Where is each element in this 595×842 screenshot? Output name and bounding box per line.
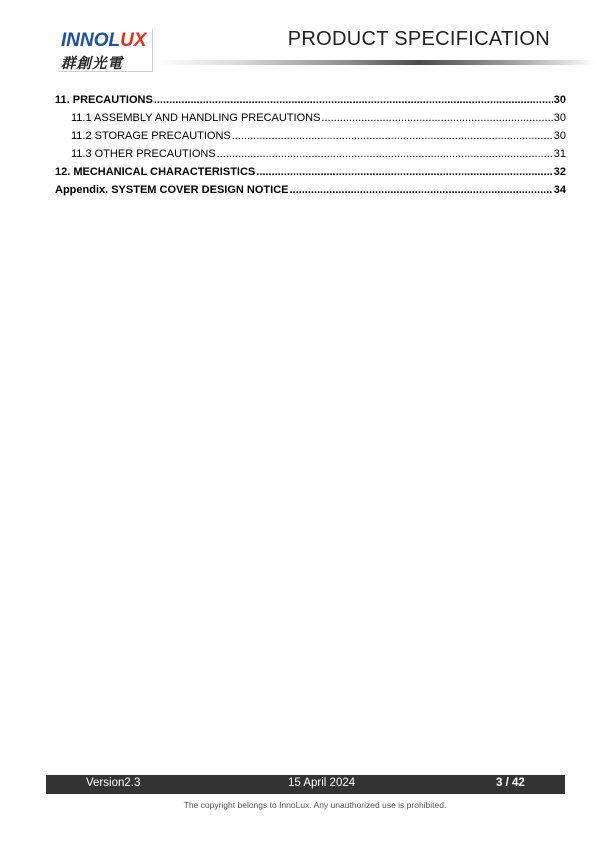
innolux-logo	[59, 29, 153, 72]
toc-entry-page: 34	[553, 184, 566, 196]
toc-leader-dots	[232, 130, 553, 142]
footer-date: 15 April 2024	[288, 777, 356, 789]
toc-entry	[55, 112, 566, 130]
toc-leader-dots	[217, 148, 553, 160]
toc-leader-dots	[154, 94, 553, 106]
toc-entry	[55, 130, 566, 148]
logo-chinese-name: 群創光電	[61, 56, 123, 72]
toc-entry-label: 11. PRECAUTIONS	[55, 94, 153, 106]
toc-entry	[55, 184, 566, 202]
footer-bar	[46, 775, 565, 794]
toc-entry-page: 30	[553, 130, 566, 142]
footer-page-number: 3 / 42	[496, 777, 525, 789]
toc-leader-dots	[321, 112, 552, 124]
toc-entry	[55, 94, 566, 112]
toc-entry-page: 32	[553, 166, 566, 178]
toc-entry-label: 11.2 STORAGE PRECAUTIONS	[71, 130, 231, 142]
toc-entry-label: Appendix. SYSTEM COVER DESIGN NOTICE	[55, 184, 289, 196]
toc-entry-label: 11.1 ASSEMBLY AND HANDLING PRECAUTIONS	[71, 112, 321, 124]
copyright-notice: The copyright belongs to InnoLux. Any unauthorized use is prohibited.	[183, 800, 447, 810]
footer-version: Version2.3	[86, 777, 141, 789]
toc-entry-page: 30	[553, 94, 566, 106]
toc-entry	[55, 148, 566, 166]
toc-entry	[55, 166, 566, 184]
toc-leader-dots	[256, 166, 552, 178]
toc-leader-dots	[289, 184, 552, 196]
toc-entry-label: 12. MECHANICAL CHARACTERISTICS	[55, 166, 256, 178]
header-divider	[155, 60, 595, 65]
logo-wordmark: INNOLUX	[61, 30, 147, 51]
document-title: PRODUCT SPECIFICATION	[287, 28, 550, 50]
table-of-contents	[55, 94, 566, 202]
toc-entry-page: 30	[553, 112, 566, 124]
toc-entry-label: 11.3 OTHER PRECAUTIONS	[71, 148, 216, 160]
toc-entry-page: 31	[553, 148, 566, 160]
